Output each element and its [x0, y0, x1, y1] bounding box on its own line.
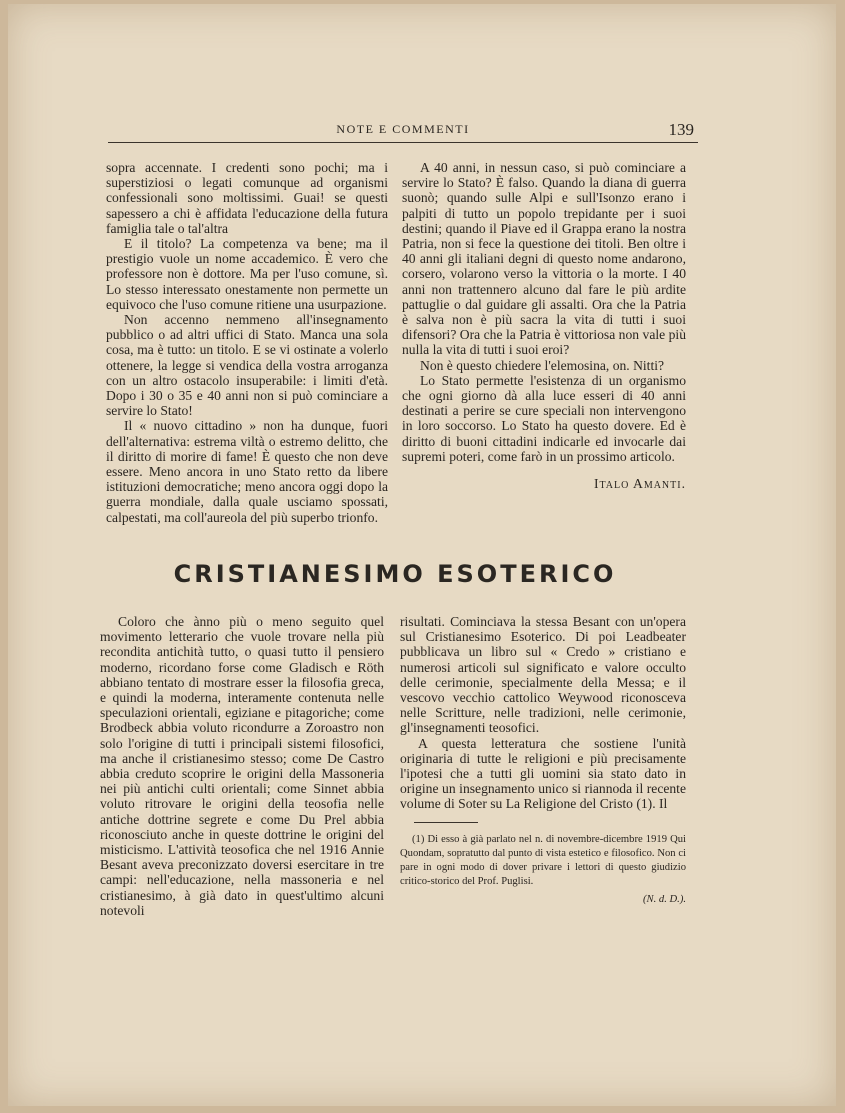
paragraph: Lo Stato permette l'esistenza di un organismo che ogni giorno dà alla luce esseri di 40 anni destinati a perire se cure speciali non intervengono in loro soccorso. Lo Stato ha questo dovere. Ed è diritto di buoni cittadini indicarle ed invocarle dai supremi poteri, come farò in un prossimo articolo. [402, 372, 686, 464]
paragraph: sopra accennate. I credenti sono pochi; ma i superstiziosi o legati comunque ad organismi confessionali sono moltissimi. Guai! se questi sapessero a chi è affidata l'educazione della futura famiglia tale o tal'altra [106, 160, 388, 236]
footnote-signature: (N. d. D.). [643, 893, 686, 905]
article2-right-column [400, 614, 686, 907]
paragraph: Non accenno nemmeno all'insegnamento pubblico o ad altri uffici di Stato. Manca una sola cosa, ma è tutto: un titolo. E se vi ostinate a volerlo ottenere, la legge si vendica della vostra arroganza con un altro ostacolo insuperabile: i limiti d'età. Dopo i 30 o 35 e 40 anni non si può cominciare a servire lo Stato! [106, 312, 388, 419]
page-header [108, 120, 698, 143]
footnote [400, 833, 686, 907]
author-signature: Italo Amanti. [593, 476, 686, 492]
article2-left-column [100, 614, 384, 918]
article1-right-column [402, 160, 686, 491]
footnote-rule [414, 822, 478, 823]
article1-left-column [106, 160, 388, 525]
page-number: 139 [668, 120, 694, 139]
paragraph: Coloro che ànno più o meno seguito quel movimento letterario che vuole trovare nella più recondita antichità tutto, o quasi tutto il pensiero moderno, ricordano forse come Gladisch e Röth abbiano tentato di mostrare esser la filosofia greca, e quindi la moderna, interamente contenuta nelle speculazioni orientali, egiziane e pitagoriche; come Brodbeck abbia voluto ricondurre a Zoroastro non solo l'origine di tutti i principali sistemi filosofici, ma anche il cristianesimo stesso; come De Castro abbia creduto scoprire le origini della Massoneria nei più antichi culti orientali; come Sinnet abbia voluto ritrovare le origini della teosofia nelle antiche dottrine segrete e come Du Prel abbia riconosciuto anche in queste dottrine le origini del misticismo. L'attività teosofica che nel 1916 Annie Besant aveva preconizzato doversi esercitare in tre campi: nell'educazione, nella massoneria e nel cristianesimo, à già dato in quest'ultimo alcuni notevoli [100, 614, 384, 918]
paragraph: E il titolo? La competenza va bene; ma il prestigio vuole un nome accademico. È vero che professore non è dottore. Ma per l'uso comune, sì. Lo stesso interessato onestamente non permette un equivoco che l'uso comune ritiene una usurpazione. [106, 236, 388, 312]
paragraph: A 40 anni, in nessun caso, si può cominciare a servire lo Stato? È falso. Quando la diana di guerra suonò; quando sulle Alpi e sull'Isonzo erano i palpiti di tutto un popolo trepidante per i suoi destini; quando il Piave ed il Grappa erano la nostra Patria, non si fece la questione dei titoli. Ben oltre i 40 anni gli italiani degni di questo nome andarono, corsero, volarono verso la vittoria o la morte. I 40 anni non trattennero alcuno dal fare le più ardite pattuglie o dal guidare gli assalti. Ora che la Patria è salva non è più sacra la vita di tutti i suoi difensori? Ora che la Patria è vittoriosa non vale più nulla la vita di tutti i suoi eroi? [402, 160, 686, 358]
paragraph: A questa letteratura che sostiene l'unità originaria di tutte le religioni e più precisamente l'ipotesi che a tutti gli uomini sia stato dato in origine un insegnamento unico si riannoda il recente volume di Soter su La Religione del Cristo (1). Il [400, 735, 686, 812]
section-title: CRISTIANESIMO ESOTERICO [173, 560, 617, 588]
running-title: NOTE E COMMENTI [336, 122, 470, 136]
footnote-text: (1) Di esso à già parlato nel n. di novembre-dicembre 1919 Qui Quondam, sopratutto dal punto di vista estetico e filosofico. Non ci pare in ogni modo di dover privare i lettori di questo giudizio critico-storico del Prof. Puglisi. [400, 833, 686, 887]
paragraph: risultati. Cominciava la stessa Besant con un'opera sul Cristianesimo Esoterico. Di poi Leadbeater pubblicava un libro sul « Credo » cristiano e numerosi articoli sul significato e valore occulto delle cerimonie, specialmente della Messa; e il vescovo vecchio cattolico Weywood riconosceva nelle Scritture, nelle tradizioni, nelle cerimonie, gl'insegnamenti teosofici. [400, 614, 686, 736]
paragraph: Il « nuovo cittadino » non ha dunque, fuori dell'alternativa: estrema viltà o estremo delitto, che il diritto di morire di fame! È questo che non deve essere. Meno ancora in uno Stato retto da libere istituzioni democratiche; meno ancora oggi dopo la guerra mondiale, dalla quale usciamo spossati, calpestati, ma coll'aureola del più superbo trionfo. [106, 418, 388, 525]
paragraph: Non è questo chiedere l'elemosina, on. Nitti? [420, 357, 665, 373]
